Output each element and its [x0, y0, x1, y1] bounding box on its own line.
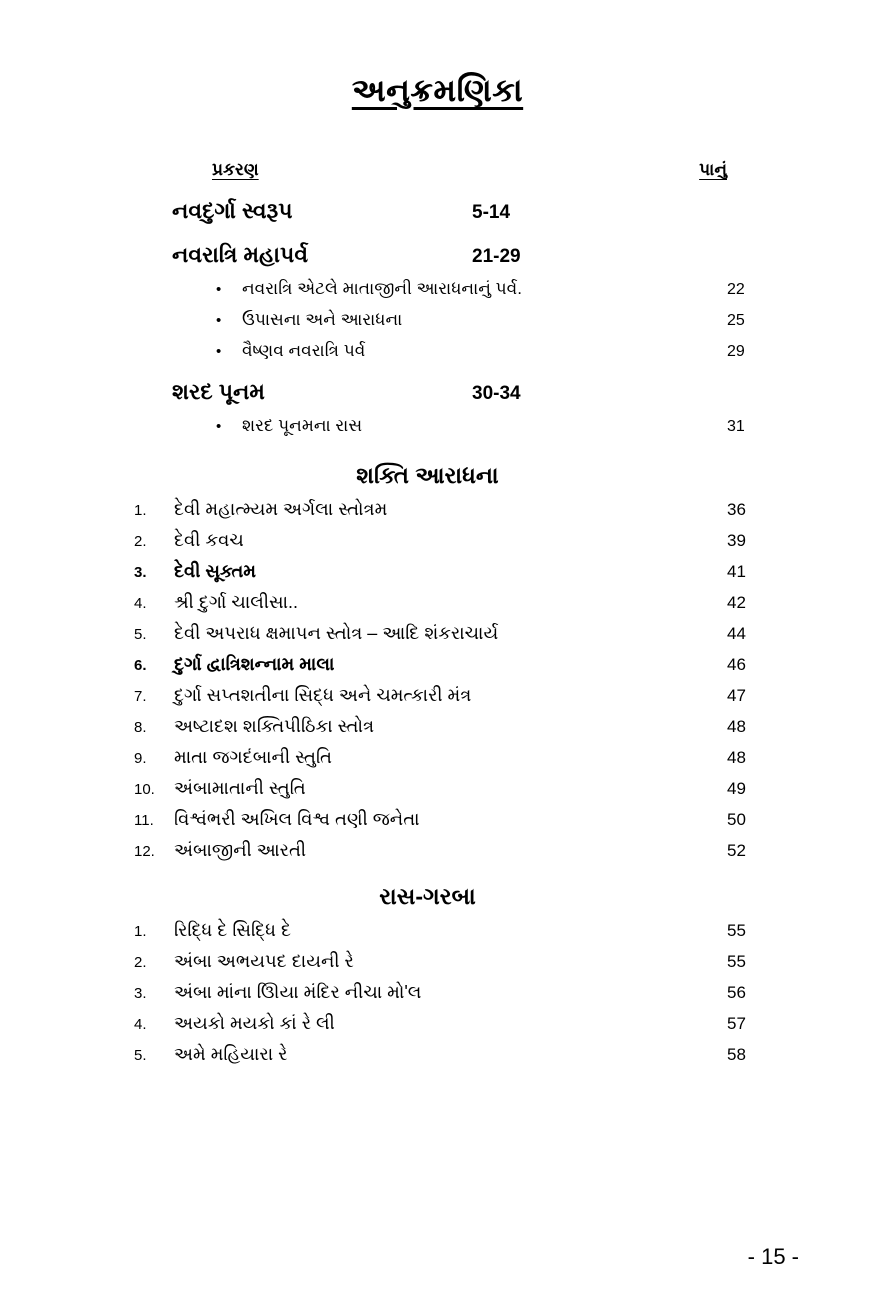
toc-item-page: 36 [727, 500, 746, 519]
toc-item-page: 46 [727, 655, 746, 674]
toc-item-index: 5. [134, 1047, 147, 1064]
toc-sub-title: નવરાત્રિ એટલે માતાજીની આરાધનાનું પર્વ. [242, 279, 522, 298]
document-page [0, 72, 875, 1312]
toc-item-title: રિદ્ધિ દે સિદ્ધિ દે [174, 920, 292, 940]
toc-item-title: દેવી સૂક્તમ [174, 561, 256, 581]
toc-item-page: 56 [727, 983, 746, 1002]
toc-item-index: 3. [134, 564, 147, 581]
toc-list-item [0, 747, 875, 768]
toc-major-pages: 5-14 [472, 202, 511, 223]
toc-item-title: અમે મહિયારા રે [174, 1044, 288, 1064]
toc-item-page: 50 [727, 810, 746, 829]
toc-item-title: અંબા અભયપદ દાયની રે [174, 951, 354, 971]
toc-list-item [0, 778, 875, 799]
page-folio: - 15 - [747, 1244, 799, 1269]
toc-item-title: દેવી અપરાધ ક્ષમાપન સ્તોત્ર – આદિ શંકરાચાર્ય [174, 623, 499, 643]
toc-list-item [0, 809, 875, 830]
toc-list-item [0, 592, 875, 613]
toc-major-title: નવદુર્ગા સ્વરૂપ [172, 198, 293, 223]
toc-major-entry [0, 379, 875, 405]
toc-item-title: અંબાજીની આરતી [174, 840, 307, 860]
toc-item-page: 48 [727, 717, 746, 736]
toc-item-index: 4. [134, 1016, 147, 1033]
toc-item-index: 8. [134, 719, 147, 736]
toc-list-item [0, 982, 875, 1003]
toc-item-title: અંબામાતાની સ્તુતિ [174, 778, 306, 798]
toc-item-title: દુર્ગા દ્વાત્રિશન્નામ માલા [174, 654, 335, 674]
toc-item-title: અંબા માંના ઊિયા મંદિર નીચા મો'લ [174, 982, 422, 1002]
toc-item-title: માતા જગદંબાની સ્તુતિ [174, 747, 332, 767]
toc-item-title: દુર્ગા સપ્તશતીના સિદ્ધ અને ચમત્કારી મંત્ર [174, 685, 472, 705]
toc-item-title: દેવી કવચ [174, 530, 244, 550]
toc-item-title: અયકો મયકો કાં રે લી [174, 1013, 335, 1033]
toc-sub-title: શરદ પૂનમના રાસ [242, 416, 363, 435]
toc-sub-item [0, 279, 875, 299]
section-heading: રાસ-ગરબા [379, 883, 476, 909]
toc-list-item [0, 1013, 875, 1034]
toc-sub-page: 29 [727, 343, 745, 360]
toc-item-title: વિશ્વંભરી અખિલ વિશ્વ તણી જનેતા [174, 809, 420, 829]
toc-sub-title: ઉપાસના અને આરાધના [242, 310, 403, 329]
column-header-chapter: પ્રકરણ [212, 160, 259, 179]
toc-list-item [0, 685, 875, 706]
bullet-icon: • [216, 312, 222, 329]
toc-item-page: 42 [727, 593, 746, 612]
toc-item-index: 3. [134, 985, 147, 1002]
toc-item-title: અષ્ટાદશ શક્તિપીઠિકા સ્તોત્ર [174, 716, 375, 736]
toc-item-index: 1. [134, 923, 147, 940]
toc-list-item [0, 1044, 875, 1065]
toc-item-page: 48 [727, 748, 746, 767]
toc-item-page: 58 [727, 1045, 746, 1064]
toc-item-index: 5. [134, 626, 147, 643]
column-header-row [0, 160, 875, 180]
toc-major-pages: 30-34 [472, 383, 521, 404]
toc-list-item [0, 530, 875, 551]
toc-sub-page: 22 [727, 281, 745, 298]
toc-item-page: 49 [727, 779, 746, 798]
bullet-icon: • [216, 343, 222, 360]
toc-item-index: 9. [134, 750, 147, 767]
toc-item-index: 4. [134, 595, 147, 612]
toc-sub-page: 25 [727, 312, 745, 329]
toc-major-title: નવરાત્રિ મહાપર્વ [172, 242, 309, 267]
section-heading: શક્તિ આરાધના [356, 462, 499, 488]
bullet-icon: • [216, 281, 222, 298]
toc-item-page: 52 [727, 841, 746, 860]
toc-list-item [0, 840, 875, 861]
toc-list-item [0, 951, 875, 972]
toc-item-title: શ્રી દુર્ગા ચાલીસા.. [174, 592, 298, 612]
toc-item-index: 2. [134, 954, 147, 971]
toc-list-item [0, 499, 875, 520]
toc-item-index: 6. [134, 657, 147, 674]
toc-list-item [0, 623, 875, 644]
toc-item-page: 39 [727, 531, 746, 550]
toc-item-index: 1. [134, 502, 147, 519]
toc-sub-page: 31 [727, 418, 745, 435]
toc-list-item [0, 716, 875, 737]
toc-sub-item [0, 310, 875, 330]
toc-item-page: 44 [727, 624, 746, 643]
toc-item-page: 55 [727, 952, 746, 971]
toc-major-pages: 21-29 [472, 246, 521, 267]
toc-major-entry [0, 242, 875, 268]
toc-item-title: દેવી મહાત્મ્યમ અર્ગલા સ્તોત્રમ [174, 499, 388, 519]
toc-list-item [0, 920, 875, 941]
toc-sub-item [0, 416, 875, 436]
toc-item-index: 10. [134, 781, 155, 798]
bullet-icon: • [216, 418, 222, 435]
toc-major-entry [0, 198, 875, 224]
toc-item-index: 11. [134, 812, 154, 829]
toc-item-index: 2. [134, 533, 147, 550]
toc-sub-item [0, 341, 875, 361]
toc-sub-title: વૈષ્ણવ નવરાત્રિ પર્વ [242, 341, 366, 360]
toc-item-page: 41 [727, 562, 746, 581]
toc-item-index: 7. [134, 688, 147, 705]
toc-list-item [0, 561, 875, 582]
toc-item-page: 47 [727, 686, 746, 705]
page-title: અનુક્રમણિકા [351, 72, 524, 108]
toc-list-item [0, 654, 875, 675]
column-header-page: પાનું [699, 160, 727, 179]
toc-major-title: શરદ પૂનમ [172, 379, 265, 404]
toc-item-page: 57 [727, 1014, 746, 1033]
toc-item-index: 12. [134, 843, 155, 860]
toc-item-page: 55 [727, 921, 746, 940]
